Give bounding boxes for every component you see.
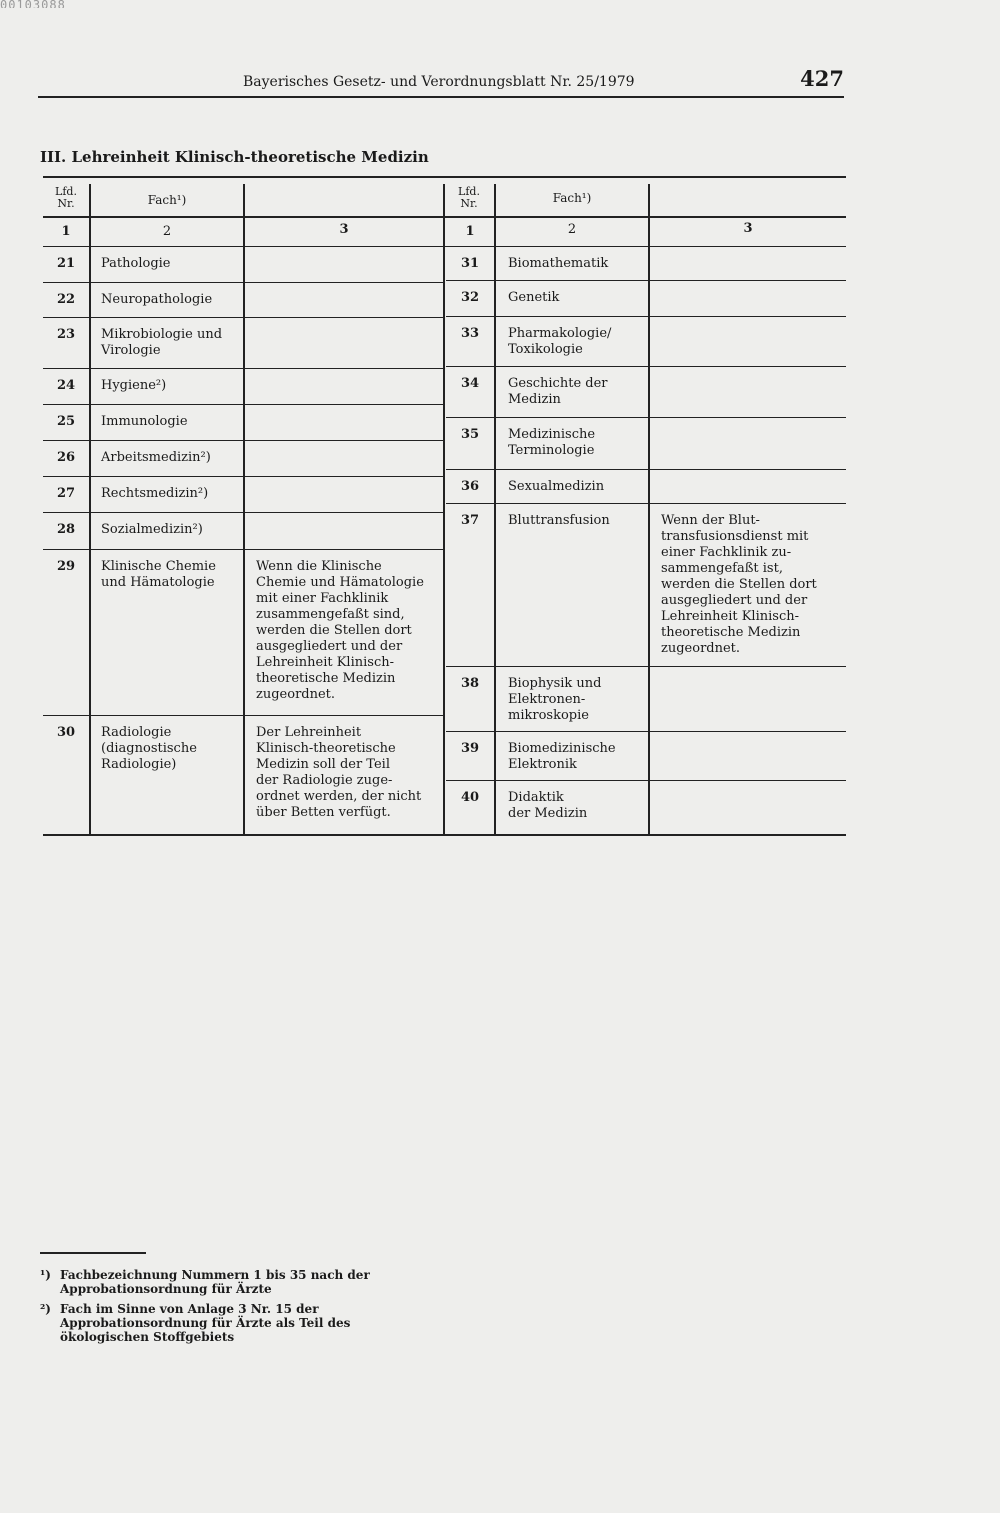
row-number: 35 xyxy=(460,427,480,442)
row-number: 28 xyxy=(56,522,76,537)
cell-line: Pharmakologie/ xyxy=(508,326,612,341)
subject-name xyxy=(508,513,646,529)
cell-line: Elektronik xyxy=(508,757,577,772)
cell-line: Lehreinheit Klinisch- xyxy=(256,655,394,670)
subject-name xyxy=(508,741,646,773)
cell-line: werden die Stellen dort xyxy=(256,623,412,638)
cell-line: mit einer Fachklinik xyxy=(256,591,389,606)
cell-line: Klinische Chemie xyxy=(101,559,216,574)
cell-line: Sexualmedizin xyxy=(508,479,605,494)
cell-line: Geschichte der xyxy=(508,376,608,391)
subject-name xyxy=(101,414,243,430)
cell-line: ordnet werden, der nicht xyxy=(256,789,422,804)
footnote-rule xyxy=(40,1252,146,1254)
row-number: 21 xyxy=(56,256,76,271)
cell-line: Lehreinheit Klinisch- xyxy=(661,609,799,624)
cell-line: sammengefaßt ist, xyxy=(661,561,783,576)
subject-name xyxy=(508,290,646,306)
page-header xyxy=(38,66,844,98)
row-number: 26 xyxy=(56,450,76,465)
gazette-title: Bayerisches Gesetz- und Verordnungsblatt Nr. 25/1979 xyxy=(243,74,635,90)
column-line xyxy=(494,184,496,834)
header-lfd-label: Lfd. xyxy=(458,185,480,198)
cell-line: der Radiologie zuge- xyxy=(256,773,393,788)
subject-name xyxy=(101,256,243,272)
cell-line: Hygiene²) xyxy=(101,378,167,393)
cell-line: Der Lehreinheit xyxy=(256,725,362,740)
cell-line: Medizin soll der Teil xyxy=(256,757,390,772)
colnum-2-right: 2 xyxy=(567,222,577,237)
cell-line: mikroskopie xyxy=(508,708,589,723)
cell-line: zugeordnet. xyxy=(256,687,336,702)
colnum-1-right: 1 xyxy=(465,224,475,239)
row-rule-left xyxy=(43,715,443,716)
table-bottom-rule xyxy=(43,834,846,836)
header-nr-label: Nr. xyxy=(57,197,75,210)
row-number: 30 xyxy=(56,725,76,740)
cell-line: Terminologie xyxy=(508,443,595,458)
cell-line: (diagnostische xyxy=(101,741,197,756)
cell-line: theoretische Medizin xyxy=(256,671,396,686)
cell-line: einer Fachklinik zu- xyxy=(661,545,792,560)
header-fach-left: Fach¹) xyxy=(147,193,187,207)
row-rule-left xyxy=(43,404,443,405)
header-lfd-right xyxy=(446,186,492,210)
footnote-mark: ²) xyxy=(40,1302,51,1316)
row-rule-right xyxy=(446,366,846,367)
cell-line: Klinisch-theoretische xyxy=(256,741,396,756)
cell-line: Biomathematik xyxy=(508,256,609,271)
header-fach-right: Fach¹) xyxy=(552,191,592,205)
subject-name xyxy=(101,486,243,502)
row-rule-right xyxy=(446,280,846,281)
row-number: 39 xyxy=(460,741,480,756)
row-rule-left xyxy=(43,549,443,550)
row-number: 38 xyxy=(460,676,480,691)
cell-line: Medizinische xyxy=(508,427,596,442)
row-rule-right xyxy=(446,417,846,418)
cell-line: über Betten verfügt. xyxy=(256,805,391,820)
row-rule-left xyxy=(43,317,443,318)
colnum-3-left: 3 xyxy=(339,222,349,237)
subject-name xyxy=(508,326,646,358)
row-number: 23 xyxy=(56,327,76,342)
cell-line: Toxikologie xyxy=(508,342,583,357)
row-number: 34 xyxy=(460,376,480,391)
cell-line: Biophysik und xyxy=(508,676,602,691)
row-number: 33 xyxy=(460,326,480,341)
colnum-1-left: 1 xyxy=(61,224,71,239)
row-note xyxy=(256,559,446,703)
row-rule-left xyxy=(43,368,443,369)
subject-name xyxy=(101,725,243,773)
cell-line: transfusionsdienst mit xyxy=(661,529,809,544)
cell-line: Chemie und Hämatologie xyxy=(256,575,424,590)
row-number: 25 xyxy=(56,414,76,429)
cell-line: Radiologie) xyxy=(101,757,177,772)
subject-name xyxy=(508,790,646,822)
row-number: 40 xyxy=(460,790,480,805)
row-rule-right xyxy=(446,666,846,667)
row-number: 29 xyxy=(56,559,76,574)
cell-line: Bluttransfusion xyxy=(508,513,610,528)
cell-line: Neuropathologie xyxy=(101,292,213,307)
subject-name xyxy=(101,559,243,591)
subject-name xyxy=(508,256,646,272)
cell-line: Biomedizinische xyxy=(508,741,616,756)
corner-mark: 00103088 xyxy=(0,0,66,8)
header-lfd-left xyxy=(43,186,89,210)
header-nr-label: Nr. xyxy=(460,197,478,210)
row-rule-right xyxy=(446,469,846,470)
cell-line: zusammengefaßt sind, xyxy=(256,607,405,622)
row-number: 32 xyxy=(460,290,480,305)
cell-line: werden die Stellen dort xyxy=(661,577,817,592)
subject-name xyxy=(101,522,243,538)
subject-name xyxy=(101,327,243,359)
cell-line: Arbeitsmedizin²) xyxy=(101,450,211,465)
cell-line: Immunologie xyxy=(101,414,188,429)
footnote-2 xyxy=(40,1302,440,1344)
cell-line: Wenn der Blut- xyxy=(661,513,760,528)
footnote-text: Fach im Sinne von Anlage 3 Nr. 15 der Approbationsordnung für Ärzte als Teil des ökologischen Stoffgebiets xyxy=(60,1302,351,1344)
subject-name xyxy=(508,427,646,459)
subject-name xyxy=(508,479,646,495)
subject-name xyxy=(101,450,243,466)
section-title: III. Lehreinheit Klinisch-theoretische Medizin xyxy=(40,148,429,166)
column-line xyxy=(648,184,650,834)
row-number: 36 xyxy=(460,479,480,494)
subject-name xyxy=(101,292,243,308)
footnote-text: Fachbezeichnung Nummern 1 bis 35 nach der Approbationsordnung für Ärzte xyxy=(60,1268,370,1296)
cell-line: Elektronen- xyxy=(508,692,586,707)
cell-line: theoretische Medizin xyxy=(661,625,801,640)
cell-line: und Hämatologie xyxy=(101,575,215,590)
cell-line: zugeordnet. xyxy=(661,641,741,656)
row-number: 22 xyxy=(56,292,76,307)
colnum-3-right: 3 xyxy=(743,221,753,236)
cell-line: Didaktik xyxy=(508,790,564,805)
footnote-1 xyxy=(40,1268,440,1296)
row-note xyxy=(661,513,846,657)
row-rule-right xyxy=(446,503,846,504)
cell-line: ausgegliedert und der xyxy=(661,593,808,608)
cell-line: der Medizin xyxy=(508,806,588,821)
row-note xyxy=(256,725,446,821)
cell-line: Mikrobiologie und xyxy=(101,327,223,342)
row-number: 24 xyxy=(56,378,76,393)
table-top-rule xyxy=(43,176,846,178)
footnote-mark: ¹) xyxy=(40,1268,51,1282)
cell-line: Pathologie xyxy=(101,256,171,271)
cell-line: Rechtsmedizin²) xyxy=(101,486,209,501)
row-rule-left xyxy=(43,282,443,283)
header-lfd-label: Lfd. xyxy=(55,185,77,198)
row-rule-left xyxy=(43,440,443,441)
page-number: 427 xyxy=(800,66,844,91)
cell-line: Sozialmedizin²) xyxy=(101,522,203,537)
subject-name xyxy=(101,378,243,394)
colnum-2-left: 2 xyxy=(162,224,172,239)
cell-line: Genetik xyxy=(508,290,560,305)
row-rule-right xyxy=(446,780,846,781)
cell-line: Wenn die Klinische xyxy=(256,559,382,574)
row-number: 37 xyxy=(460,513,480,528)
row-number: 31 xyxy=(460,256,480,271)
cell-line: ausgegliedert und der xyxy=(256,639,403,654)
subject-name xyxy=(508,676,646,724)
cell-line: Virologie xyxy=(101,343,161,358)
row-number: 27 xyxy=(56,486,76,501)
cell-line: Medizin xyxy=(508,392,561,407)
row-rule-left xyxy=(43,476,443,477)
subject-name xyxy=(508,376,646,408)
row-rule-right xyxy=(446,316,846,317)
row-rule-right xyxy=(446,731,846,732)
cell-line: Radiologie xyxy=(101,725,172,740)
subjects-table xyxy=(43,176,846,836)
row-rule-left xyxy=(43,512,443,513)
